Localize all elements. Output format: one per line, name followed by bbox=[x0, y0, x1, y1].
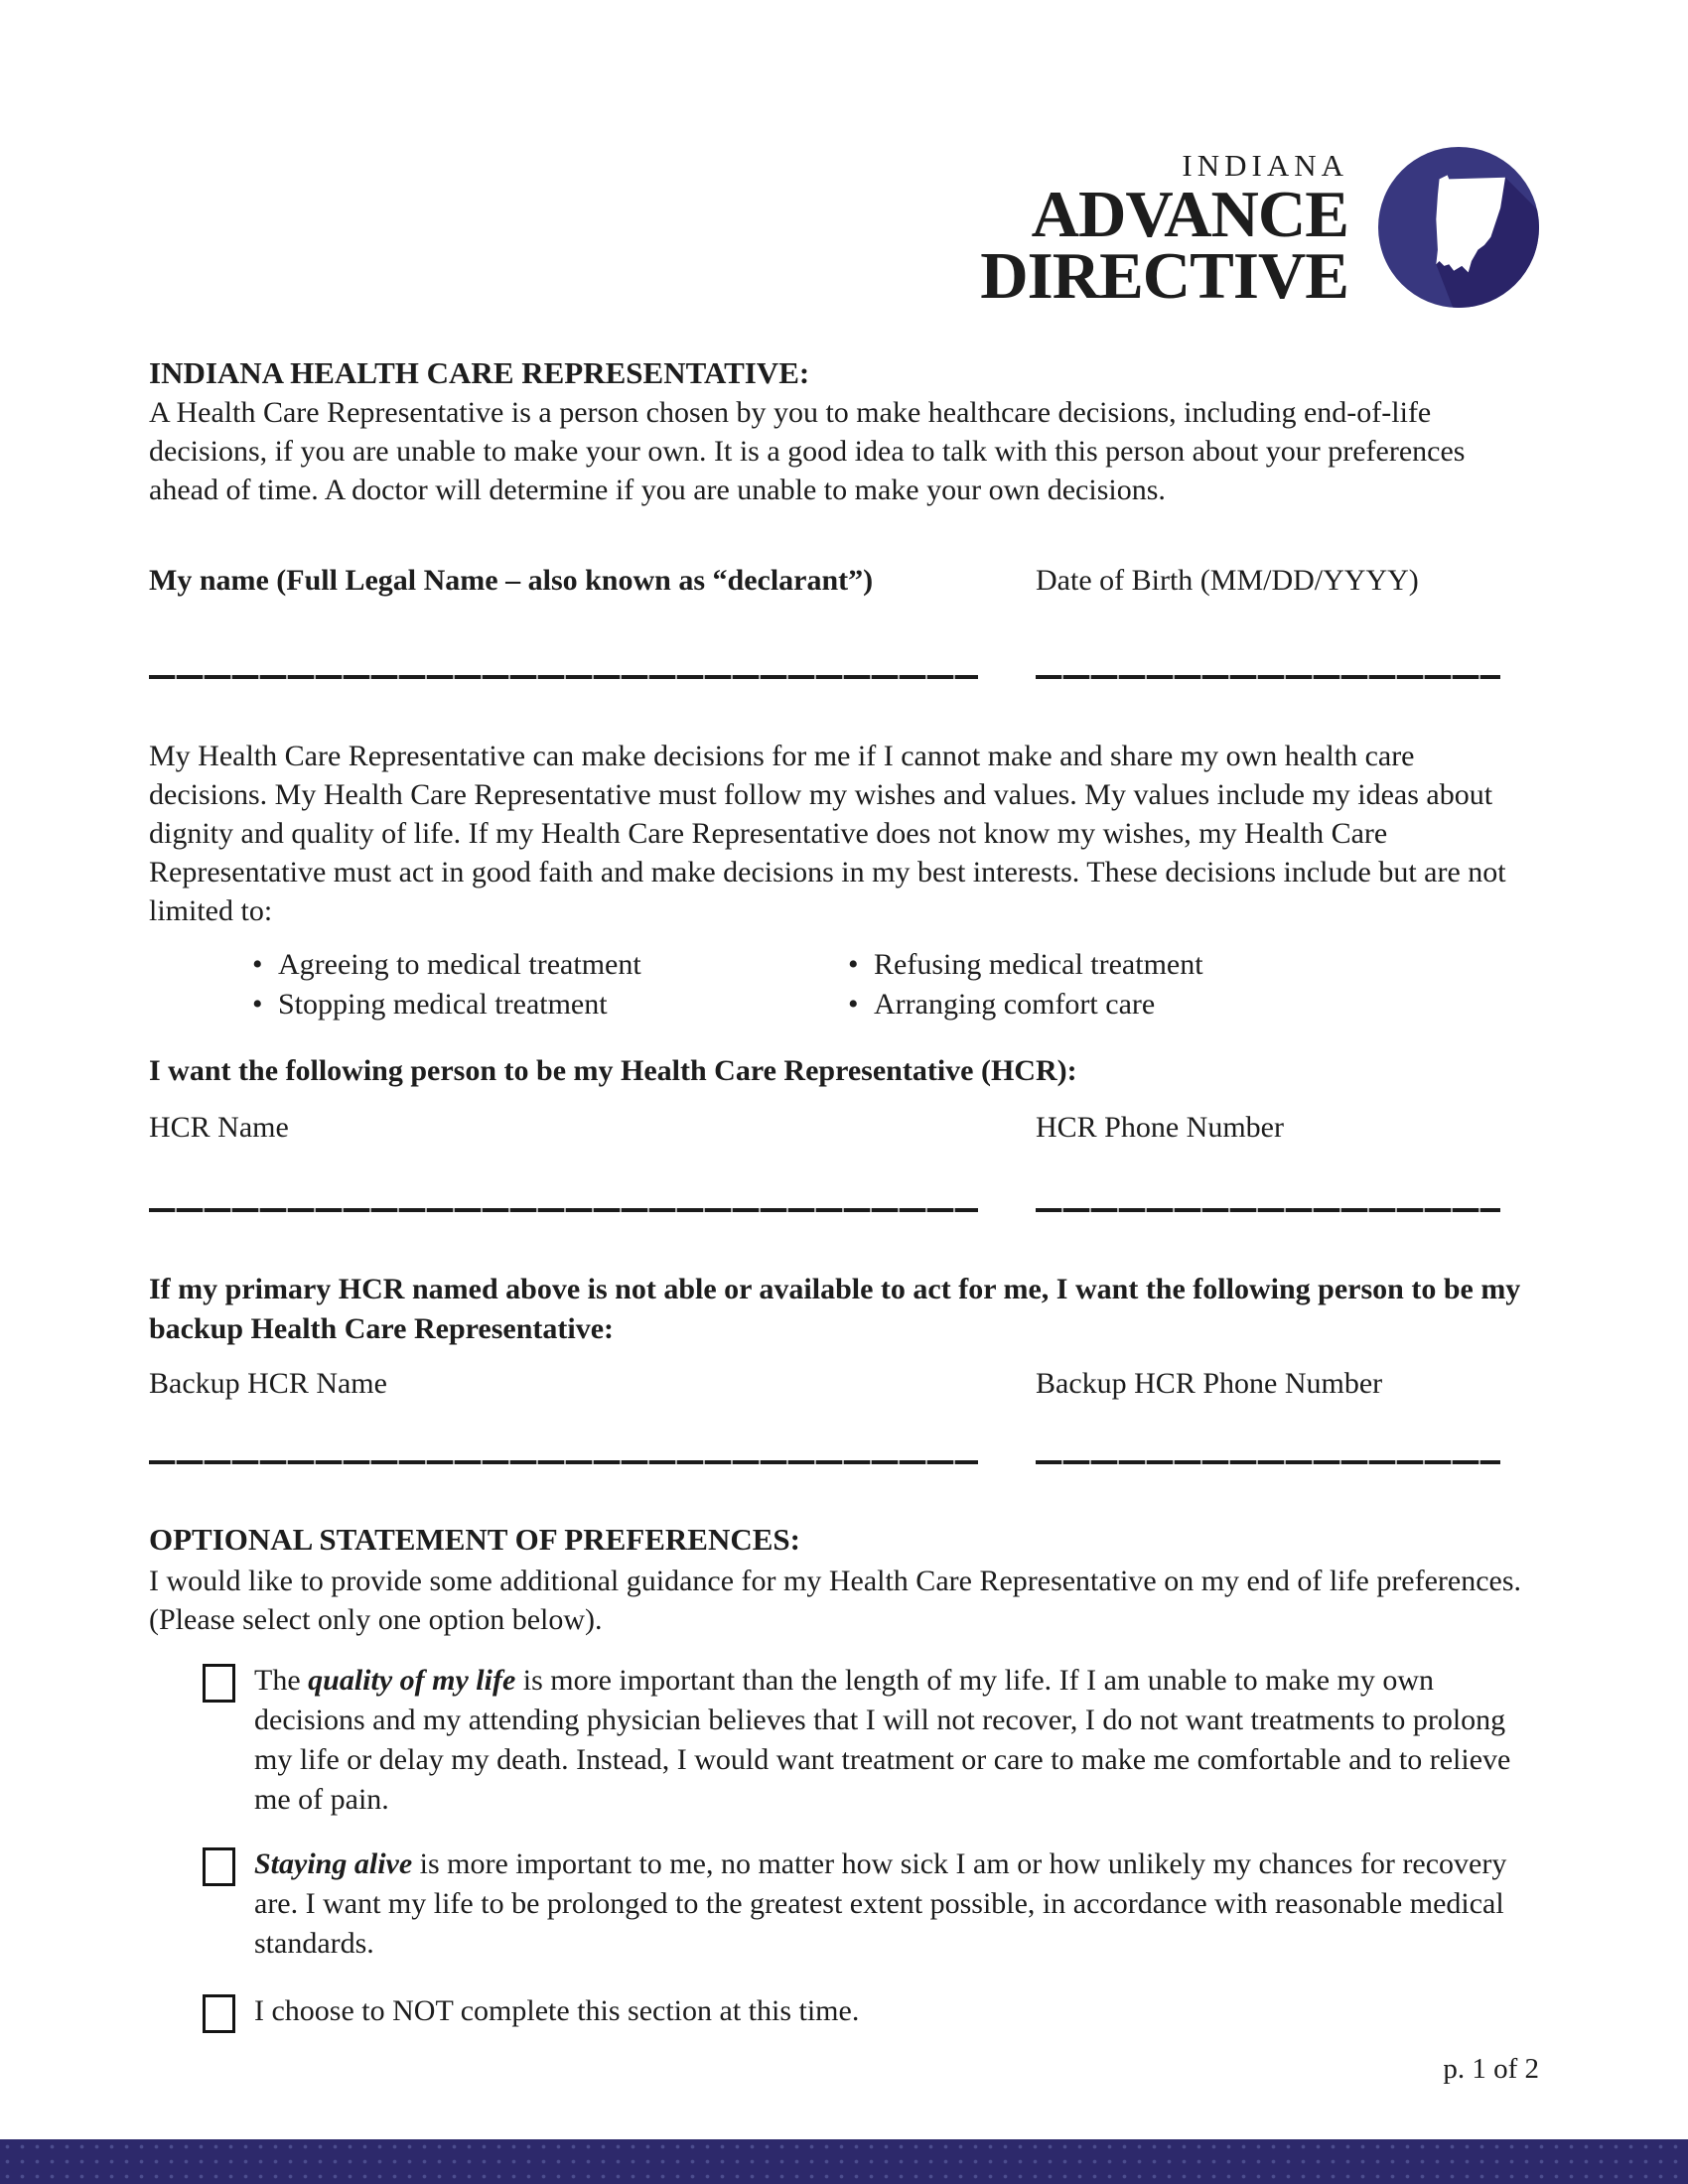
hcr-phone-label: HCR Phone Number bbox=[1036, 1111, 1284, 1144]
footer-bar bbox=[0, 2139, 1688, 2184]
logo-wordmark bbox=[980, 148, 1348, 313]
staying-alive-checkbox[interactable] bbox=[203, 1847, 235, 1886]
logo-text-advance: ADVANCE bbox=[1031, 178, 1348, 251]
list-item bbox=[252, 985, 848, 1024]
quality-of-life-checkbox[interactable] bbox=[203, 1664, 235, 1703]
section-heading-hcr: INDIANA HEALTH CARE REPRESENTATIVE: bbox=[149, 355, 810, 390]
hcr-duties-paragraph: My Health Care Representative can make decisions for me if I cannot make and share my own health care decisions. My Health Care Representative must follow my wishes and values. My values include my ideas about dignity and quality of life. If my Health Care Representative does not know my wishes, my Health Care Representative must act in good faith and make decisions in my best interests. These decisions include but are not limited to: bbox=[149, 740, 1506, 927]
hcr-phone-input-line[interactable] bbox=[1036, 1208, 1500, 1212]
bullet-icon: • bbox=[848, 948, 859, 981]
option-not-complete bbox=[203, 1991, 1539, 2033]
option-not-complete-text bbox=[254, 1991, 1515, 2033]
declarant-name-input-line[interactable] bbox=[149, 675, 978, 679]
dob-input-line[interactable] bbox=[1036, 675, 1500, 679]
section-heading-preferences: OPTIONAL STATEMENT OF PREFERENCES: bbox=[149, 1522, 800, 1557]
declarant-name-label: My name (Full Legal Name – also known as “declarant”) bbox=[149, 564, 874, 597]
backup-hcr-phone-input-line[interactable] bbox=[1036, 1460, 1500, 1464]
backup-hcr-name-input-line[interactable] bbox=[149, 1460, 978, 1464]
option-text-body: is more important than the length of my life. If I am unable to make my own decisions and my attending physician believes that I will not recover, I do not want treatments to prolong my life or delay my death. Instead, I would want treatment or care to make me comfortable and to relieve me of pain. bbox=[254, 1664, 1511, 1816]
option-text-emphasis: quality of my life bbox=[308, 1664, 516, 1697]
list-item-label: Refusing medical treatment bbox=[874, 948, 1203, 981]
option-text-prefix: The bbox=[254, 1664, 309, 1697]
logo-text-indiana: INDIANA bbox=[1182, 148, 1348, 183]
list-item-label: Stopping medical treatment bbox=[278, 988, 608, 1021]
page-number: p. 1 of 2 bbox=[1443, 2053, 1539, 2085]
indiana-state-icon bbox=[1378, 147, 1539, 308]
bullet-icon: • bbox=[848, 988, 859, 1021]
bullet-icon: • bbox=[252, 988, 263, 1021]
declarant-fields-row bbox=[149, 675, 1539, 679]
hcr-name-label: HCR Name bbox=[149, 1111, 289, 1144]
not-complete-checkbox[interactable] bbox=[203, 1994, 235, 2033]
backup-fields-row bbox=[149, 1460, 1539, 1464]
backup-hcr-intro: If my primary HCR named above is not able or available to act for me, I want the following person to be my backup Health Care Representative: bbox=[149, 1273, 1521, 1345]
list-item-label: Arranging comfort care bbox=[874, 988, 1156, 1021]
hcr-name-input-line[interactable] bbox=[149, 1208, 978, 1212]
backup-hcr-name-label: Backup HCR Name bbox=[149, 1367, 387, 1400]
dob-label: Date of Birth (MM/DD/YYYY) bbox=[1036, 564, 1419, 597]
list-item-label: Agreeing to medical treatment bbox=[278, 948, 641, 981]
hcr-fields-row bbox=[149, 1208, 1539, 1212]
option-quality-of-life-text bbox=[254, 1661, 1515, 1820]
logo bbox=[149, 147, 1539, 313]
hcr-labels-row bbox=[149, 1108, 1539, 1147]
preferences-intro: I would like to provide some additional guidance for my Health Care Representative on my end of life preferences. (Please select only one option below). bbox=[149, 1565, 1522, 1636]
list-item bbox=[848, 985, 1539, 1024]
option-staying-alive bbox=[203, 1844, 1539, 1964]
logo-text-directive: DIRECTIVE bbox=[980, 239, 1348, 313]
list-item bbox=[848, 945, 1539, 985]
hcr-decisions-list bbox=[252, 945, 1539, 1024]
option-text-body: I choose to NOT complete this section at this time. bbox=[254, 1994, 860, 2027]
option-quality-of-life bbox=[203, 1661, 1539, 1820]
backup-labels-row bbox=[149, 1364, 1539, 1403]
list-item bbox=[252, 945, 848, 985]
hcr-intro-paragraph: A Health Care Representative is a person chosen by you to make healthcare decisions, including end-of-life decisions, if you are unable to make your own. It is a good idea to talk with this person about your preferences ahead of time. A doctor will determine if you are unable to make your own decisions. bbox=[149, 396, 1466, 506]
option-text-body: is more important to me, no matter how sick I am or how unlikely my chances for recovery are. I want my life to be prolonged to the greatest extent possible, in accordance with reasonable medical standards. bbox=[254, 1847, 1507, 1960]
bullet-icon: • bbox=[252, 948, 263, 981]
hcr-designation-intro: I want the following person to be my Health Care Representative (HCR): bbox=[149, 1054, 1077, 1087]
declarant-labels-row bbox=[149, 561, 1539, 600]
option-staying-alive-text bbox=[254, 1844, 1515, 1964]
option-text-emphasis: Staying alive bbox=[254, 1847, 413, 1880]
backup-hcr-phone-label: Backup HCR Phone Number bbox=[1036, 1367, 1383, 1400]
